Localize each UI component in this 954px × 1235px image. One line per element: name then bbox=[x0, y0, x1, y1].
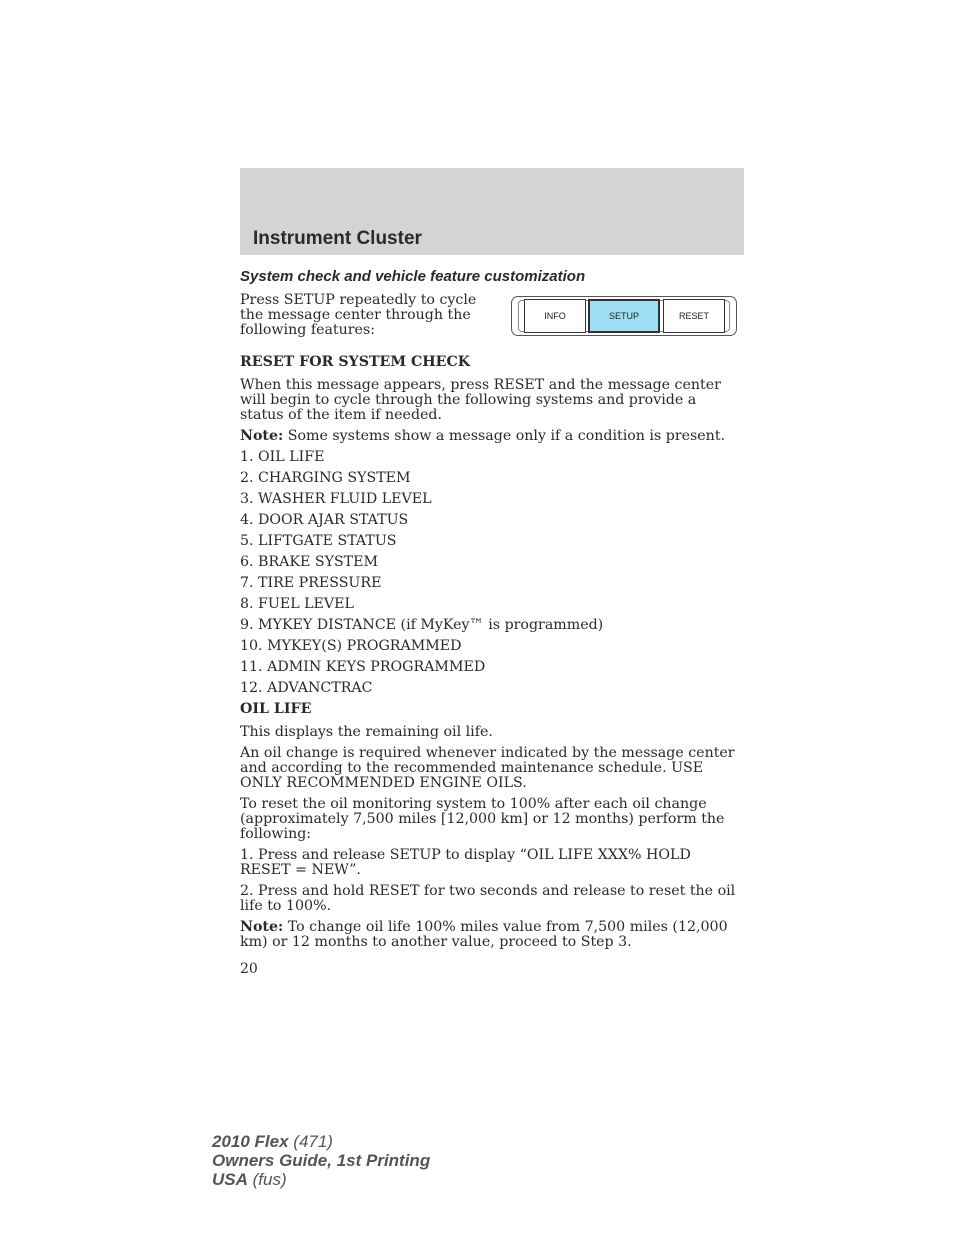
note-text: To change oil life 100% miles value from 7,500 miles (12,000 km) or 12 months to another value, proceed to Step 3. bbox=[240, 919, 728, 950]
page-title: Instrument Cluster bbox=[253, 228, 422, 249]
setup-button: SETUP bbox=[588, 299, 660, 333]
list-item: 8. FUEL LEVEL bbox=[240, 596, 354, 612]
reset-button: RESET bbox=[663, 299, 725, 333]
list-item: 12. ADVANCTRAC bbox=[240, 680, 373, 696]
note-label: Note: bbox=[240, 919, 284, 935]
message-center-button-panel bbox=[511, 296, 737, 336]
footer-model: 2010 Flex bbox=[212, 1132, 289, 1151]
oil-life-step: 2. Press and hold RESET for two seconds and release to reset the oil life to 100%. bbox=[240, 883, 736, 914]
intro-text: Press SETUP repeatedly to cycle the message center through the following features: bbox=[240, 292, 477, 338]
list-item: 4. DOOR AJAR STATUS bbox=[240, 512, 409, 528]
oil-life-paragraph: An oil change is required whenever indicated by the message center and according to the recommended maintenance schedule. USE ONLY RECOMMENDED ENGINE OILS. bbox=[240, 745, 735, 791]
footer-line-1 bbox=[212, 1132, 430, 1151]
header-band bbox=[240, 168, 744, 255]
main-content bbox=[240, 355, 744, 956]
list-item: 5. LIFTGATE STATUS bbox=[240, 533, 397, 549]
oil-life-heading: OIL LIFE bbox=[240, 701, 312, 717]
footer-market-code: (fus) bbox=[247, 1170, 287, 1189]
info-button: INFO bbox=[524, 299, 586, 333]
oil-life-note bbox=[240, 920, 744, 950]
list-item: 2. CHARGING SYSTEM bbox=[240, 470, 411, 486]
footer-edition: Owners Guide, 1st Printing bbox=[212, 1151, 431, 1170]
reset-check-paragraph: When this message appears, press RESET and the message center will begin to cycle through the following systems and provide a status of the item if needed. bbox=[240, 377, 721, 423]
page-number: 20 bbox=[240, 961, 258, 977]
note-text: Some systems show a message only if a condition is present. bbox=[283, 428, 726, 444]
list-item: 1. OIL LIFE bbox=[240, 449, 325, 465]
footer-line-3 bbox=[212, 1170, 430, 1189]
list-item: 7. TIRE PRESSURE bbox=[240, 575, 382, 591]
oil-life-paragraph: To reset the oil monitoring system to 100% after each oil change (approximately 7,500 miles [12,000 km] or 12 months) perform the following: bbox=[240, 796, 725, 842]
reset-check-note bbox=[240, 429, 744, 444]
section-title: System check and vehicle feature customization bbox=[240, 268, 586, 285]
footer-line-2 bbox=[212, 1151, 430, 1170]
reset-check-heading: RESET FOR SYSTEM CHECK bbox=[240, 354, 471, 370]
list-item: 6. BRAKE SYSTEM bbox=[240, 554, 379, 570]
oil-life-paragraph: This displays the remaining oil life. bbox=[240, 724, 493, 740]
list-item: 9. MYKEY DISTANCE (if MyKey™ is programmed) bbox=[240, 617, 604, 633]
footer-model-code: (471) bbox=[288, 1132, 333, 1151]
list-item: 10. MYKEY(S) PROGRAMMED bbox=[240, 638, 462, 654]
oil-life-step: 1. Press and release SETUP to display “OIL LIFE XXX% HOLD RESET = NEW”. bbox=[240, 847, 691, 878]
note-label: Note: bbox=[240, 428, 284, 444]
footer bbox=[212, 1132, 430, 1189]
footer-market: USA bbox=[212, 1170, 248, 1189]
list-item: 3. WASHER FLUID LEVEL bbox=[240, 491, 432, 507]
list-item: 11. ADMIN KEYS PROGRAMMED bbox=[240, 659, 486, 675]
